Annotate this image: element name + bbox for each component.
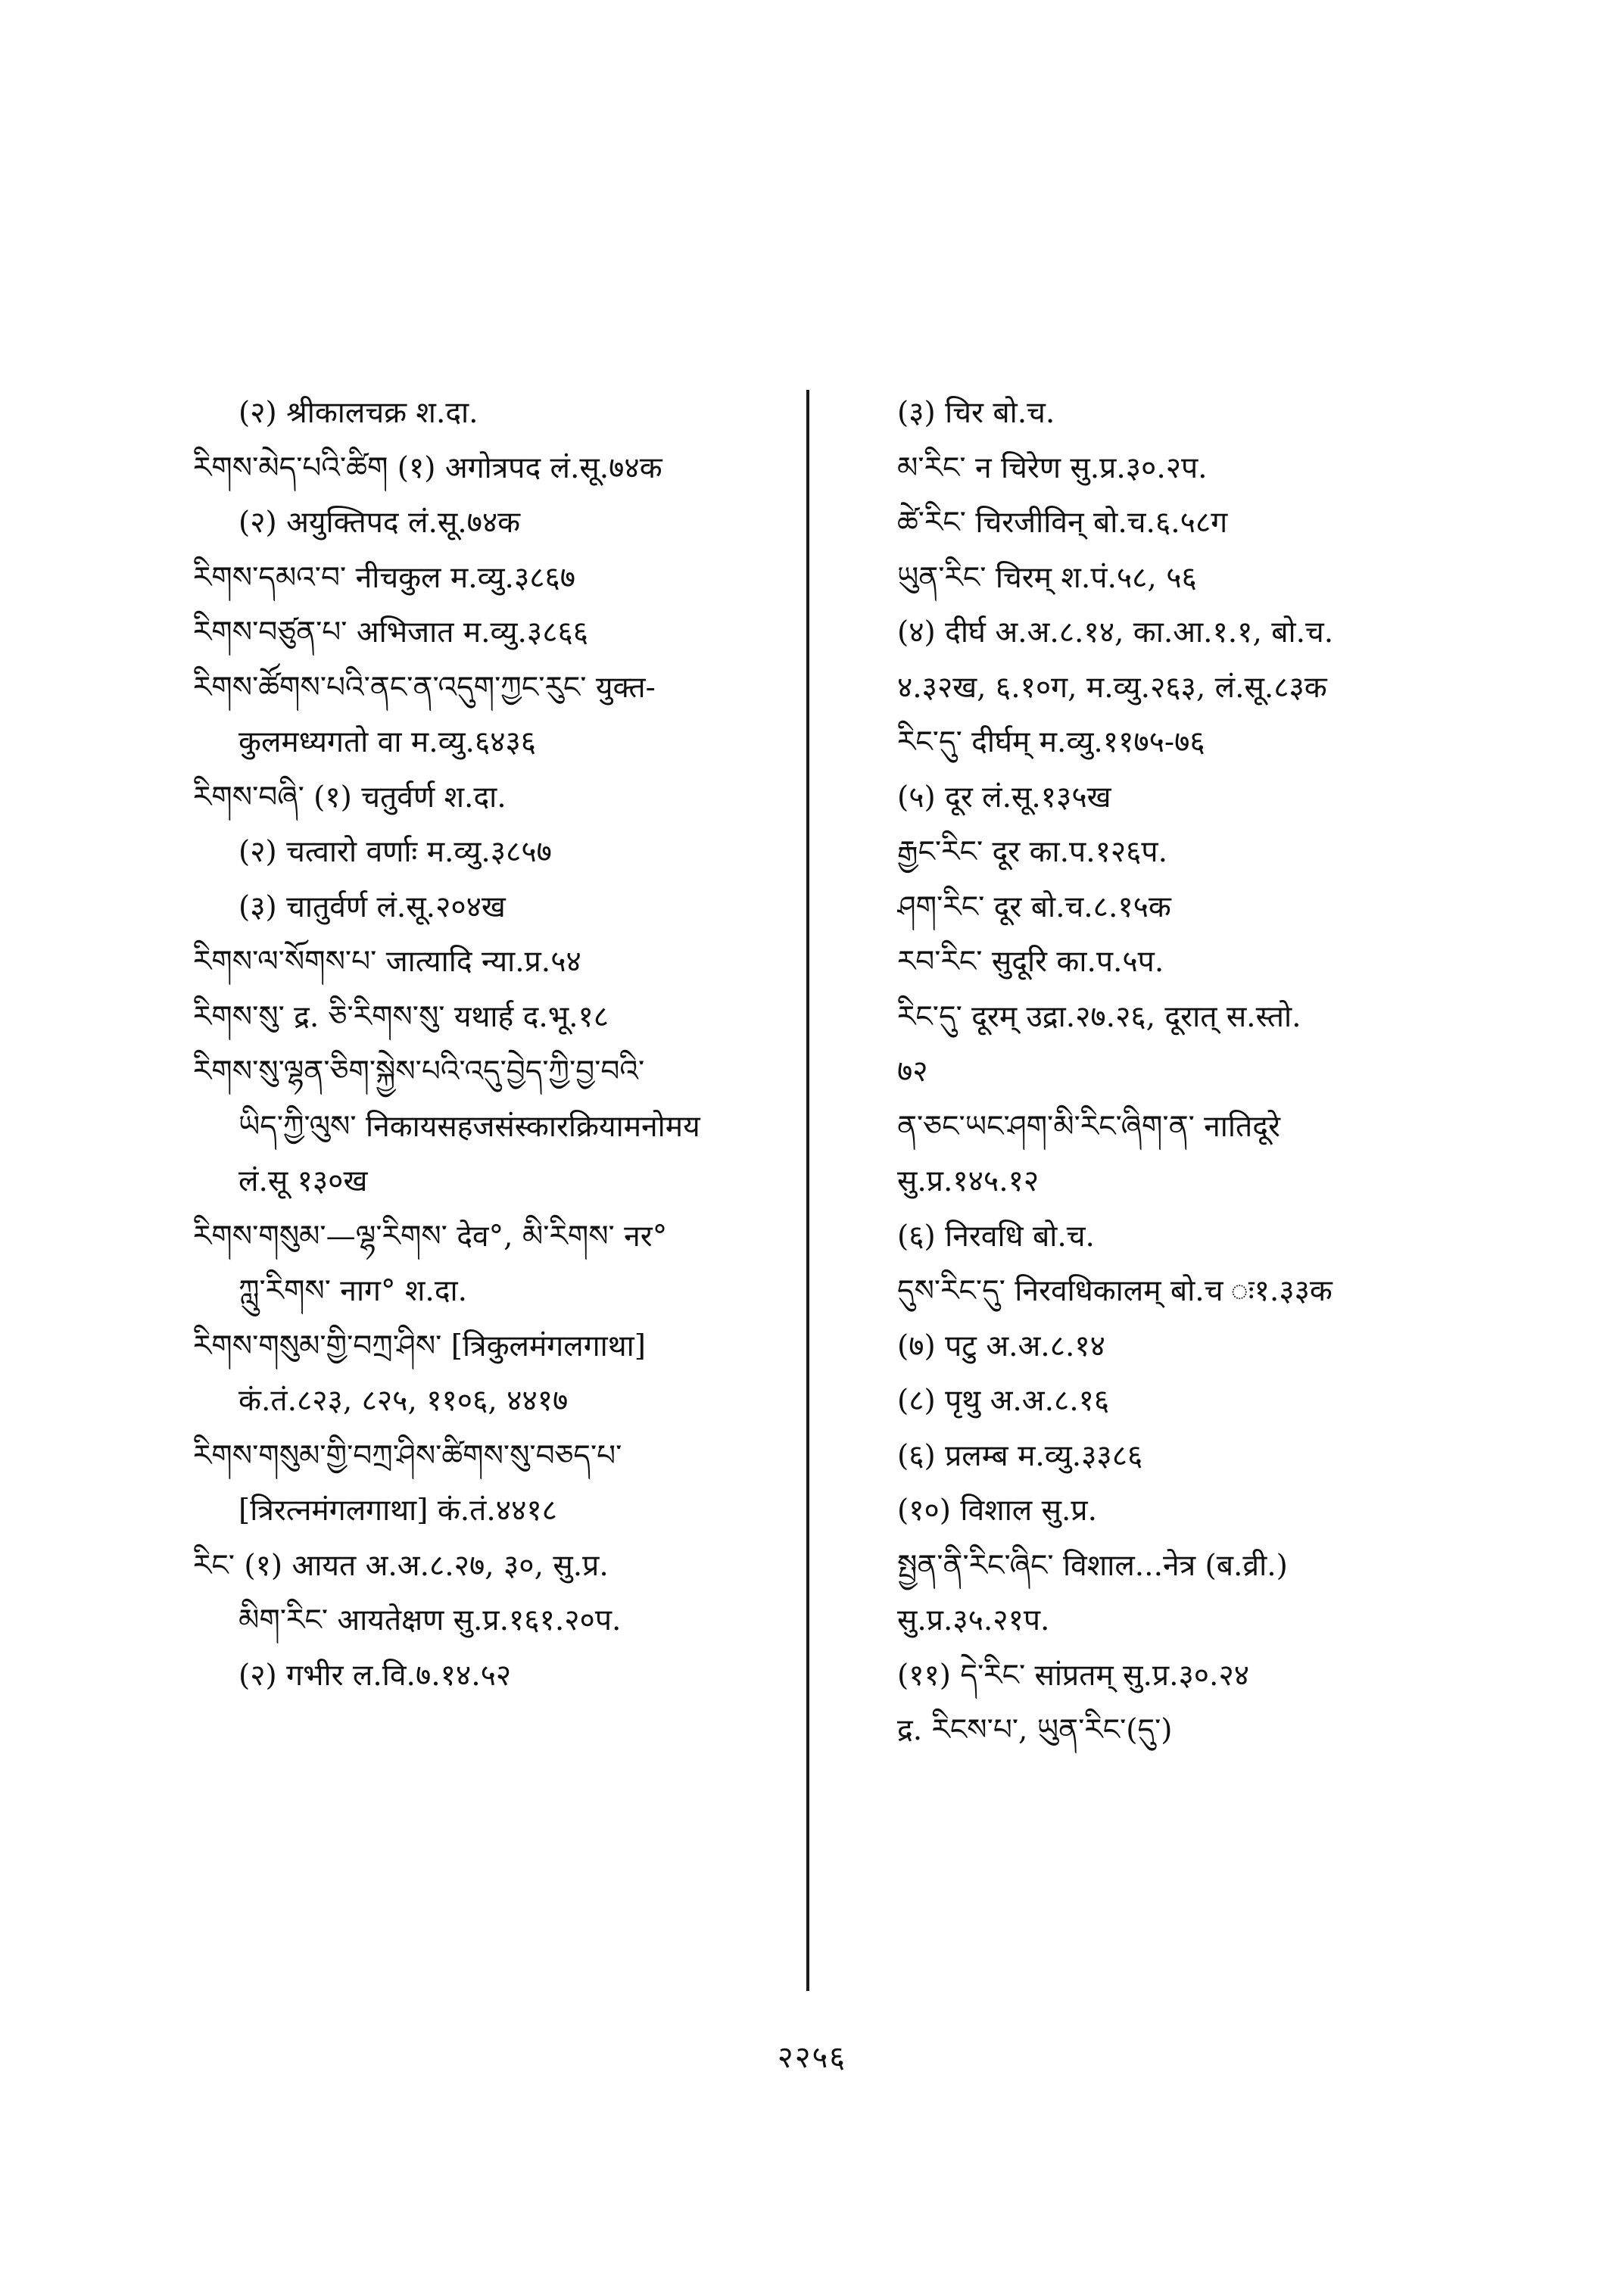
dictionary-entry-line: (१०) विशाल सु.प्र. — [897, 1494, 1097, 1528]
dictionary-entry-line: རིགས་གསུམ་གྱི་བཀྲ་ཤིས་ཚིགས་སུ་བཅད་པ་ — [193, 1438, 622, 1473]
dictionary-entry-line: རིགས་གསུམ་—ལྷ་རིགས་ देव°, མི་རིགས་ नर° — [193, 1219, 668, 1254]
dictionary-entry-line: (२) गभीर ल.वि.७.१४.५२ — [238, 1658, 512, 1693]
dictionary-entry-line: རིགས་གསུམ་གྱི་བཀྲ་ཤིས་ [त्रिकुलमंगलगाथा] — [193, 1329, 646, 1363]
dictionary-entry-line: རིགས་ལ་སོགས་པ་ जात्यादि न्या.प्र.५४ — [193, 945, 581, 979]
dictionary-entry-line: लं.सू १३०ख — [238, 1164, 368, 1198]
dictionary-entry-line: རིང་དུ་ दूरम् उद्रा.२७.२६, दूरात् स.स्तो. — [897, 999, 1301, 1034]
dictionary-entry-line: (२) अयुक्तिपद लं.सू.७४क — [238, 506, 521, 540]
dictionary-entry-line: सु.प्र.३५.२१प. — [897, 1603, 1050, 1637]
dictionary-entry-line: ཤག་རིང་ दूर बो.च.८.१५क — [897, 889, 1171, 924]
column-divider — [806, 390, 809, 1991]
dictionary-entry-line: (११) དེ་རིང་ सांप्रतम् सु.प्र.३०.२४ — [897, 1658, 1250, 1693]
dictionary-entry-line: རིང་ (१) आयत अ.अ.८.२७, ३०, सु.प्र. — [193, 1548, 609, 1583]
dictionary-entry-line: རྒྱང་རིང་ दूर का.प.१२६प. — [897, 835, 1167, 869]
dictionary-entry-line: རིགས་མེད་པའི་ཚིག (१) अगोत्रपद लं.सू.७४क — [193, 450, 662, 485]
dictionary-entry-line: རིགས་སུ་ལྷན་ཅིག་སྐྱེས་པའི་འདུ་བྱེད་ཀྱི་བྱ་བའི་ — [193, 1055, 645, 1089]
dictionary-entry-line: ཚེ་རིང་ चिरजीविन् बो.च.६.५८ग — [897, 506, 1228, 540]
dictionary-entry-line: རིགས་བཙུན་པ་ अभिजात म.व्यु.३८६६ — [193, 615, 589, 650]
dictionary-entry-line: དུས་རིང་དུ་ निरवधिकालम् बो.च ः१.३३क — [897, 1274, 1333, 1308]
dictionary-entry-line: ཡིད་ཀྱི་ལུས་ निकायसहजसंस्कारक्रियामनोमय — [238, 1109, 700, 1144]
dictionary-entry-line: [त्रिरत्नमंगलगाथा] कं.तं.४४१८ — [238, 1494, 557, 1528]
page-number: २२५६ — [777, 2040, 847, 2075]
dictionary-entry-line: ཀླུ་རིགས་ नाग° श.दा. — [238, 1274, 468, 1308]
dictionary-entry-line: सु.प्र.१४५.१२ — [897, 1164, 1040, 1198]
dictionary-entry-line: (२) श्रीकालचक्र श.दा. — [238, 396, 478, 430]
dictionary-entry-line: རིགས་སུ་ द्र. ཅི་རིགས་སུ་ यथार्ह द.भू.१८ — [193, 999, 609, 1034]
right-column — [897, 386, 1473, 1759]
dictionary-entry-line: རིང་དུ་ दीर्घम् म.व्यु.११७५-७६ — [897, 725, 1205, 759]
dictionary-entry-line: कं.तं.८२३, ८२५, ११०६, ४४१७ — [238, 1384, 569, 1418]
dictionary-entry-line: རབ་རིང་ सुदूरि का.प.५प. — [897, 945, 1164, 979]
dictionary-entry-line: (७) पटु अ.अ.८.१४ — [897, 1329, 1105, 1363]
dictionary-entry-line: (५) दूर लं.सू.१३५ख — [897, 780, 1111, 815]
dictionary-entry-line: (४) दीर्घ अ.अ.८.१४, का.आ.१.१, बो.च. — [897, 615, 1334, 650]
dictionary-entry-line: (८) पृथु अ.अ.८.१६ — [897, 1384, 1110, 1418]
dictionary-entry-line: कुलमध्यगतो वा म.व्यु.६४३६ — [238, 725, 537, 759]
dictionary-entry-line: द्र. རིངས་པ་, ཡུན་རིང་(དུ་) — [897, 1713, 1173, 1747]
dictionary-entry-line: (६) निरवधि बो.च. — [897, 1219, 1095, 1254]
dictionary-entry-line: ७२ — [897, 1055, 928, 1089]
dictionary-entry-line: མིག་རིང་ आयतेक्षण सु.प्र.१६१.२०प. — [238, 1603, 622, 1637]
dictionary-entry-line: རིགས་དམའ་བ་ नीचकुल म.व्यु.३८६७ — [193, 560, 576, 595]
dictionary-entry-line: (२) चत्वारो वर्णाः म.व्यु.३८५७ — [238, 835, 552, 869]
dictionary-entry-line: མ་རིང་ न चिरेण सु.प्र.३०.२प. — [897, 450, 1208, 485]
dictionary-entry-line: སྤྱན་ནི་རིང་ཞིང་ विशाल...नेत्र (ब.व्री.) — [897, 1548, 1288, 1583]
dictionary-entry-line: ན་ཅང་ཡང་ཤག་མི་རིང་ཞིག་ན་ नातिदूरे — [897, 1109, 1280, 1144]
dictionary-entry-line: རིགས་ཚོགས་པའི་ནང་ན་འདུག་ཀྱང་རུང་ युक्त- — [193, 670, 656, 705]
dictionary-entry-line: རིགས་བཞི་ (१) चतुर्वर्ण श.दा. — [193, 780, 507, 815]
dictionary-entry-line: (६) प्रलम्ब म.व्यु.३३८६ — [897, 1438, 1143, 1473]
dictionary-entry-line: ४.३२ख, ६.१०ग, म.व्यु.२६३, लं.सू.८३क — [897, 670, 1327, 705]
left-column — [193, 386, 799, 1703]
dictionary-entry-line: (३) चिर बो.च. — [897, 396, 1055, 430]
dictionary-entry-line: (३) चातुर्वर्ण लं.सू.२०४ख — [238, 889, 506, 924]
dictionary-entry-line: ཡུན་རིང་ चिरम् श.पं.५८, ५६ — [897, 560, 1197, 595]
